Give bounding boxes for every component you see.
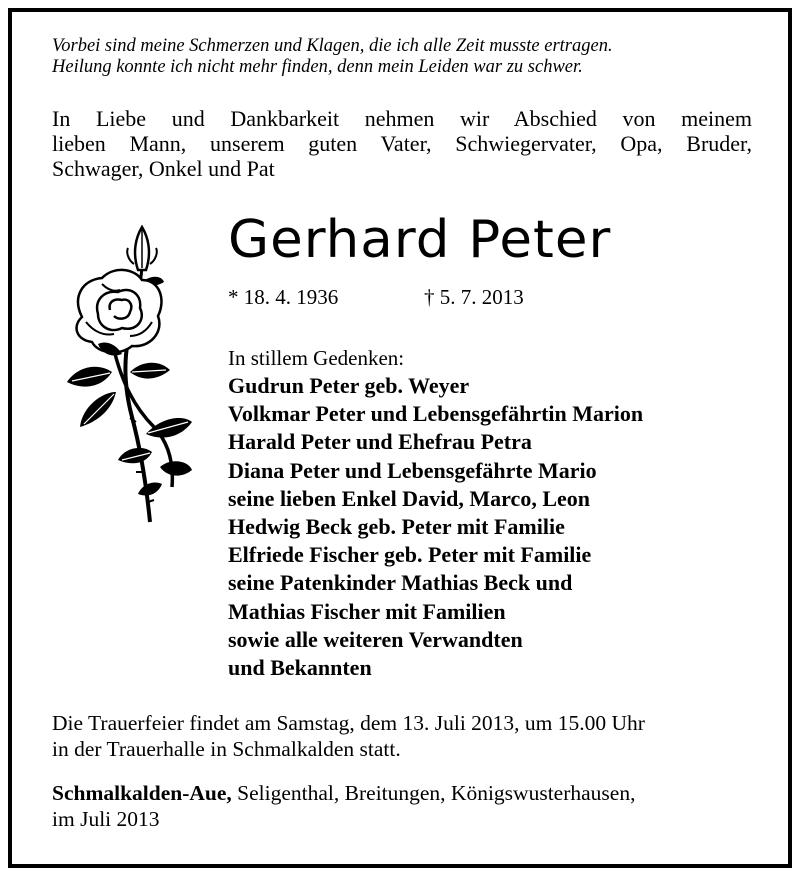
motto-line: Heilung konnte ich nicht mehr finden, denn mein Leiden war zu schwer. <box>52 57 583 77</box>
motto-verse <box>52 36 752 78</box>
deceased-name: Gerhard Peter <box>228 210 612 270</box>
intro-line: lieben Mann, unserem guten Vater, Schwiegervater, Opa, Bruder, <box>52 131 752 156</box>
mourner-line: und Bekannten <box>228 655 372 681</box>
mourner-line: Diana Peter und Lebensgefährte Mario <box>228 457 597 483</box>
mourner-line: Volkmar Peter und Lebensgefährtin Marion <box>228 401 644 427</box>
place-rest: Seligenthal, Breitungen, Königswusterhausen, <box>231 781 636 805</box>
intro-text <box>52 106 752 181</box>
mourner-line: seine lieben Enkel David, Marco, Leon <box>228 485 590 511</box>
mourner-line: Hedwig Beck geb. Peter mit Familie <box>228 514 565 540</box>
birth-date: * 18. 4. 1936 <box>228 285 339 309</box>
rose-icon <box>42 222 207 532</box>
death-date: † 5. 7. 2013 <box>424 285 524 309</box>
funeral-line: Die Trauerfeier findet am Samstag, dem 13. Juli 2013, um 15.00 Uhr <box>52 711 645 735</box>
mourner-line: sowie alle weiteren Verwandten <box>228 626 523 652</box>
mourner-line: seine Patenkinder Mathias Beck und <box>228 570 573 596</box>
gedenken-heading: In stillem Gedenken: <box>228 346 405 370</box>
mourner-line: Gudrun Peter geb. Weyer <box>228 373 470 398</box>
funeral-notice <box>52 710 772 762</box>
intro-line: Schwager, Onkel und Pat <box>52 156 275 181</box>
place-bold: Schmalkalden-Aue, <box>52 781 232 805</box>
mourner-line: Mathias Fischer mit Familien <box>228 598 506 624</box>
mourners-list <box>228 372 788 682</box>
funeral-line: in der Trauerhalle in Schmalkalden statt. <box>52 737 401 761</box>
date-line: im Juli 2013 <box>52 807 160 831</box>
life-dates <box>228 284 524 310</box>
mourner-line: Harald Peter und Ehefrau Petra <box>228 429 532 455</box>
mourner-line: Elfriede Fischer geb. Peter mit Familie <box>228 542 592 568</box>
motto-line: Vorbei sind meine Schmerzen und Klagen, die ich alle Zeit musste ertragen. <box>52 36 613 56</box>
place-and-date <box>52 780 772 832</box>
place-line <box>52 780 772 806</box>
intro-line: In Liebe und Dankbarkeit nehmen wir Abschied von meinem <box>52 106 752 131</box>
